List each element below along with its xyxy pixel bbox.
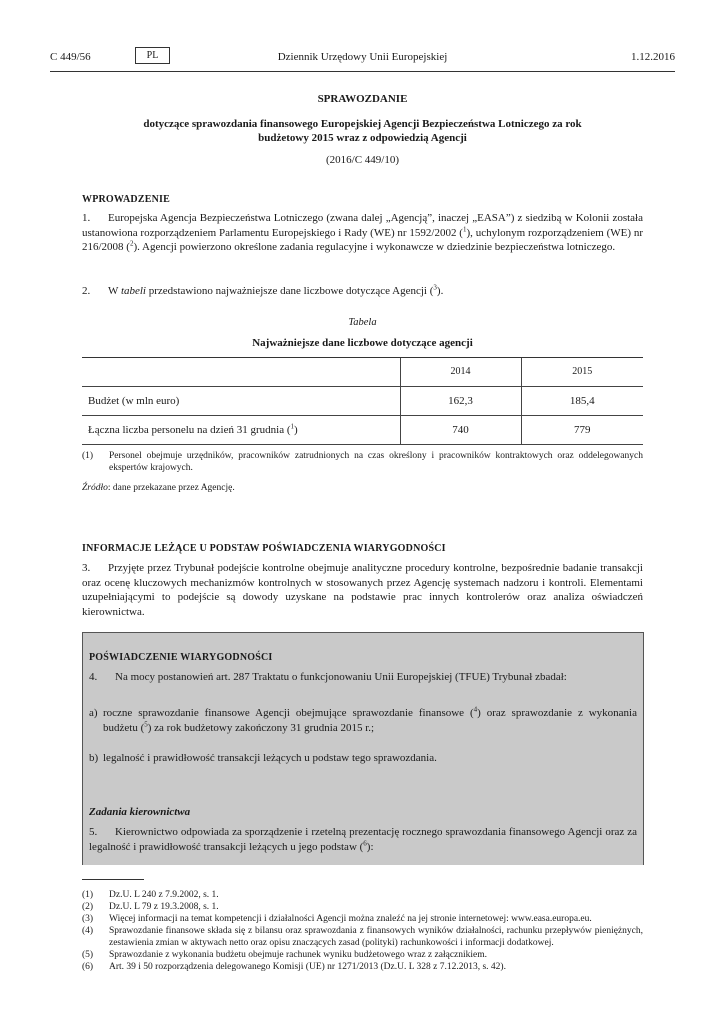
assurance-info-heading: INFORMACJE LEŻĄCE U PODSTAW POŚWIADCZENIA WIARYGODNOŚCI	[82, 543, 446, 554]
list-item-a: a) roczne sprawozdanie finansowe Agencji obejmujące sprawozdanie finansowe ($^4$) oraz sprawozdanie z wykonania budżetu ($^5$) za rok budżetowy zakończony 31 grudnia 2015 r.;	[89, 705, 637, 734]
document-reference: (2016/C 449/10)	[325, 154, 400, 166]
table-header-empty	[82, 358, 400, 387]
column-header-2015: 2015	[521, 358, 643, 387]
footnote-ref: 6	[363, 838, 367, 847]
language-badge: PL	[135, 47, 170, 64]
staff-2015: 779	[521, 416, 643, 445]
footnote-ref: 1	[290, 422, 294, 431]
paragraph-number: 2.	[82, 285, 91, 297]
statement-of-assurance-box	[82, 632, 644, 865]
budget-2014: 162,3	[400, 387, 521, 416]
footnote-separator	[82, 879, 144, 880]
row-label-staff: Łączna liczba personelu na dzień 31 grudnia ($^1$)	[82, 416, 400, 445]
paragraph-3: 3. Przyjęte przez Trybunał podejście kontrolne obejmuje analityczne procedury kontrolne, bezpośrednie badanie transakcji oraz ocenę kluczowych mechanizmów kontrolnych w stosowanych przez Agencję systemach nadzoru i kontroli. Elementami uzupełniającymi to podejście są dowody uzyskane na podstawie prac innych kontrolerów oraz analiza oświadczeń kierownictwa.	[82, 562, 643, 618]
table-row	[82, 387, 643, 416]
publication-date: 1.12.2016	[631, 51, 675, 63]
document-subtitle-line2: budżetowy 2015 wraz z odpowiedzią Agencji	[258, 132, 467, 144]
footnote-ref: 3	[433, 283, 437, 292]
footnote-ref: 4	[473, 705, 478, 714]
table-header-row	[82, 358, 643, 387]
footnote-ref: 2	[129, 239, 134, 248]
footnote-ref: 1	[462, 224, 467, 233]
journal-reference: C 449/56	[50, 51, 91, 63]
box-heading: POŚWIADCZENIE WIARYGODNOŚCI	[89, 652, 273, 663]
paragraph-5: 5. Kierownictwo odpowiada za sporządzenie i rzetelną prezentację rocznego sprawozdania finansowego Agencji oraz za legalność i prawidłowość transakcji leżących u jego podstaw ($^6$):	[89, 826, 637, 853]
paragraph-1: 1. Europejska Agencja Bezpieczeństwa Lotniczego (zwana dalej „Agencją”, inaczej „EASA”) z siedzibą w Kolonii została ustanowiona rozporządzeniem Parlamentu Europejskiego i Rady (WE) nr 1592/2002 ($^1$), uchylonym rozporządzeniem (WE) nr 216/2008 ($^2$). Agencji powierzono określone zadania regulacyjne i wykonawcze w dziedzinie bezpieczeństwa lotniczego.	[82, 212, 643, 254]
journal-title: Dziennik Urzędowy Unii Europejskiej	[277, 51, 448, 63]
table-label: Tabela	[348, 317, 377, 328]
paragraph-number: 4.	[89, 671, 98, 683]
document-subtitle-line1: dotyczące sprawozdania finansowego Europejskiej Agencji Bezpieczeństwa Lotniczego za rok	[143, 118, 582, 130]
intro-heading: WPROWADZENIE	[82, 194, 170, 205]
key-figures-table	[82, 357, 643, 445]
paragraph-number: 3.	[82, 562, 91, 574]
staff-2014: 740	[400, 416, 521, 445]
management-heading: Zadania kierownictwa	[89, 806, 191, 818]
budget-2015: 185,4	[521, 387, 643, 416]
paragraph-number: 5.	[89, 826, 98, 838]
paragraph-number: 1.	[82, 212, 91, 224]
table-source: Źródło: dane przekazane przez Agencję.	[82, 483, 235, 493]
table-row	[82, 416, 643, 445]
list-item-b: b) legalność i prawidłowość transakcji leżących u podstaw tego sprawozdania.	[89, 752, 437, 764]
row-label-budget: Budżet (w mln euro)	[82, 387, 400, 416]
table-title: Najważniejsze dane liczbowe dotyczące agencji	[252, 337, 473, 349]
column-header-2014: 2014	[400, 358, 521, 387]
header-rule	[50, 71, 675, 72]
document-title: SPRAWOZDANIE	[317, 93, 408, 105]
footnote-ref: 5	[144, 719, 148, 728]
paragraph-4: 4. Na mocy postanowień art. 287 Traktatu o funkcjonowaniu Unii Europejskiej (TFUE) Trybunał zbadał:	[89, 671, 567, 683]
paragraph-2: 2. W tabeli przedstawiono najważniejsze dane liczbowe dotyczące Agencji ($^3$).	[82, 283, 444, 297]
